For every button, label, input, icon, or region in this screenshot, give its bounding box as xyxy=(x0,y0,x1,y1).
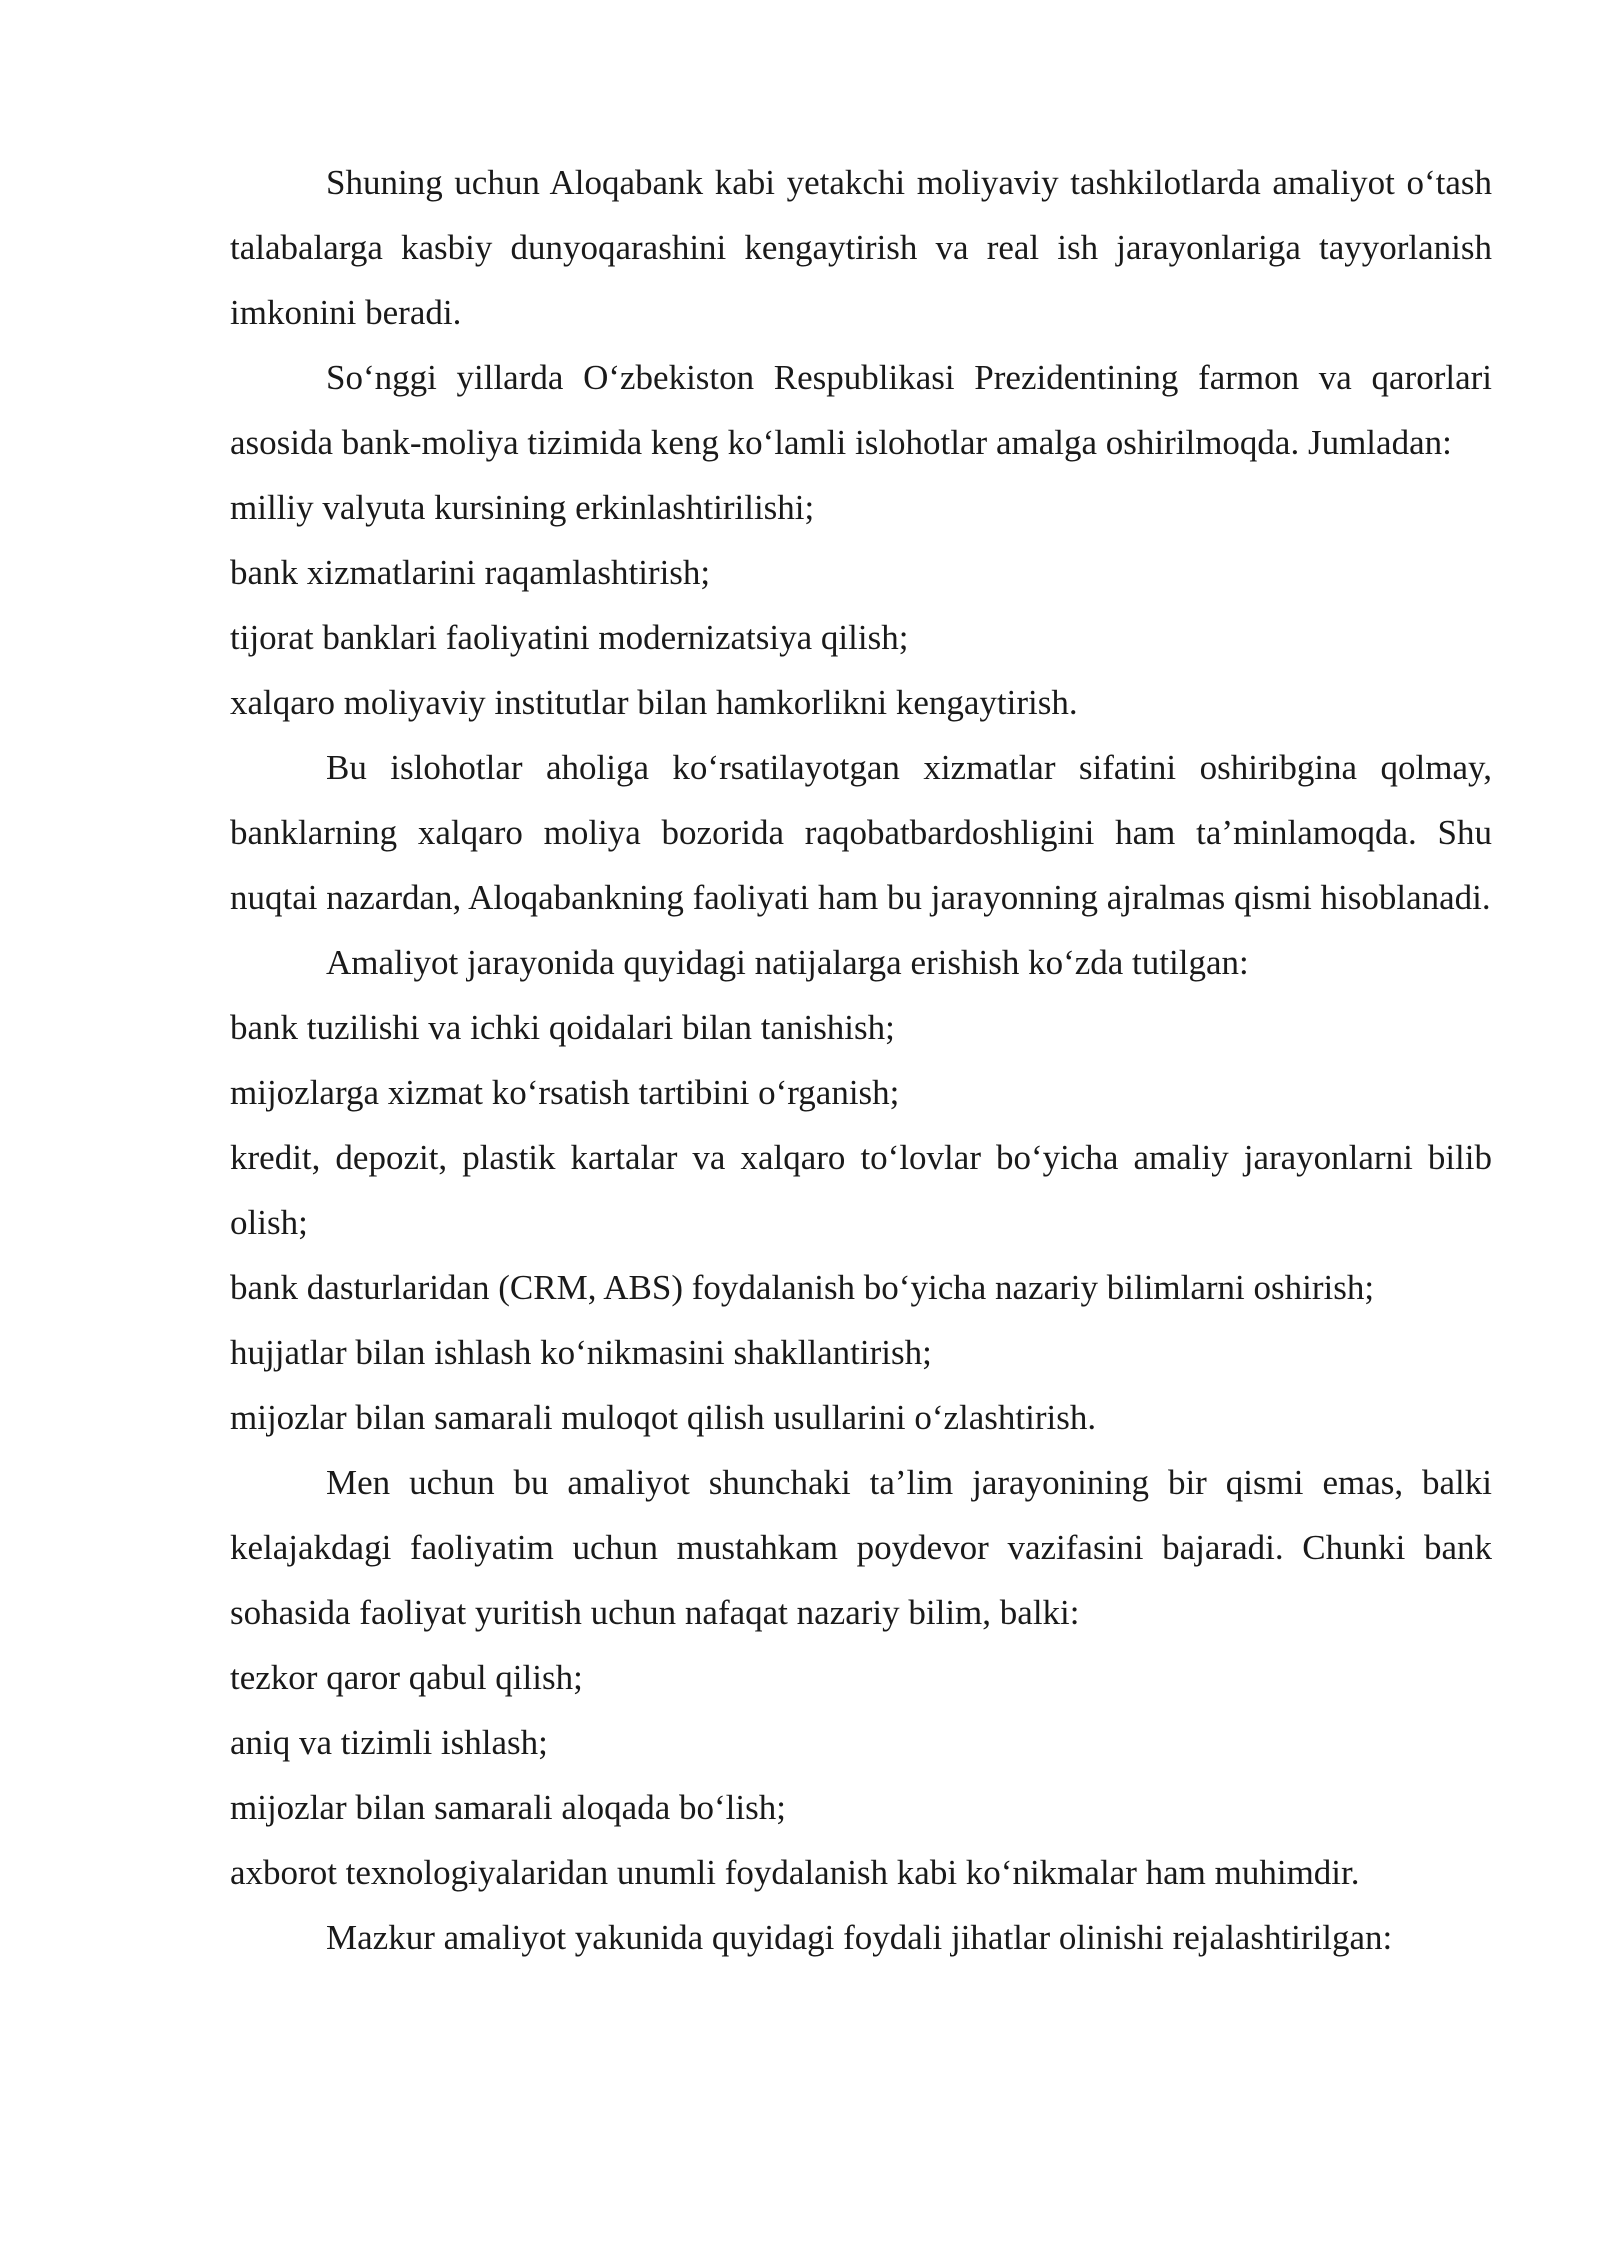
paragraph-expected-results: Amaliyot jarayonida quyidagi natijalarga erishish ko‘zda tutilgan: xyxy=(326,943,1249,982)
list-item: mijozlar bilan samarali aloqada bo‘lish; xyxy=(230,1788,786,1827)
list-item: axborot texnologiyalaridan unumli foydalanish kabi ko‘nikmalar ham muhimdir. xyxy=(230,1853,1360,1892)
document-page xyxy=(230,150,1492,1970)
list-item: milliy valyuta kursining erkinlashtirilishi; xyxy=(230,488,815,527)
paragraph-reforms: So‘nggi yillarda O‘zbekiston Respublikasi Prezidentining farmon va qarorlari asosida bank-moliya tizimida keng ko‘lamli islohotlar amalga oshirilmoqda. Jumladan: xyxy=(230,358,1492,462)
list-item: tezkor qaror qabul qilish; xyxy=(230,1658,583,1697)
list-item: bank xizmatlarini raqamlashtirish; xyxy=(230,553,711,592)
list-item: mijozlar bilan samarali muloqot qilish usullarini o‘zlashtirish. xyxy=(230,1398,1097,1437)
list-item: xalqaro moliyaviy institutlar bilan hamkorlikni kengaytirish. xyxy=(230,683,1078,722)
list-item: kredit, depozit, plastik kartalar va xalqaro to‘lovlar bo‘yicha amaliy jarayonlarni bilib olish; xyxy=(230,1138,1492,1242)
paragraph-personal-value: Men uchun bu amaliyot shunchaki ta’lim jarayonining bir qismi emas, balki kelajakdagi faoliyatim uchun mustahkam poydevor vazifasini bajaradi. Chunki bank sohasida faoliyat yuritish uchun nafaqat nazariy bilim, balki: xyxy=(230,1463,1492,1632)
list-item: aniq va tizimli ishlash; xyxy=(230,1723,548,1762)
list-item: mijozlarga xizmat ko‘rsatish tartibini o‘rganish; xyxy=(230,1073,900,1112)
list-item: hujjatlar bilan ishlash ko‘nikmasini shakllantirish; xyxy=(230,1333,932,1372)
paragraph-planned-benefits: Mazkur amaliyot yakunida quyidagi foydali jihatlar olinishi rejalashtirilgan: xyxy=(326,1918,1393,1957)
paragraph-reform-effects: Bu islohotlar aholiga ko‘rsatilayotgan xizmatlar sifatini oshiribgina qolmay, banklarning xalqaro moliya bozorida raqobatbardoshligini ham ta’minlamoqda. Shu nuqtai nazardan, Aloqabankning faoliyati ham bu jarayonning ajralmas qismi hisoblanadi. xyxy=(230,748,1492,917)
list-item: bank dasturlaridan (CRM, ABS) foydalanish bo‘yicha nazariy bilimlarni oshirish; xyxy=(230,1268,1375,1307)
list-item: tijorat banklari faoliyatini modernizatsiya qilish; xyxy=(230,618,909,657)
list-item: bank tuzilishi va ichki qoidalari bilan tanishish; xyxy=(230,1008,895,1047)
paragraph-internship-intro: Shuning uchun Aloqabank kabi yetakchi moliyaviy tashkilotlarda amaliyot o‘tash talabalarga kasbiy dunyoqarashini kengaytirish va real ish jarayonlariga tayyorlanish imkonini beradi. xyxy=(230,163,1492,332)
